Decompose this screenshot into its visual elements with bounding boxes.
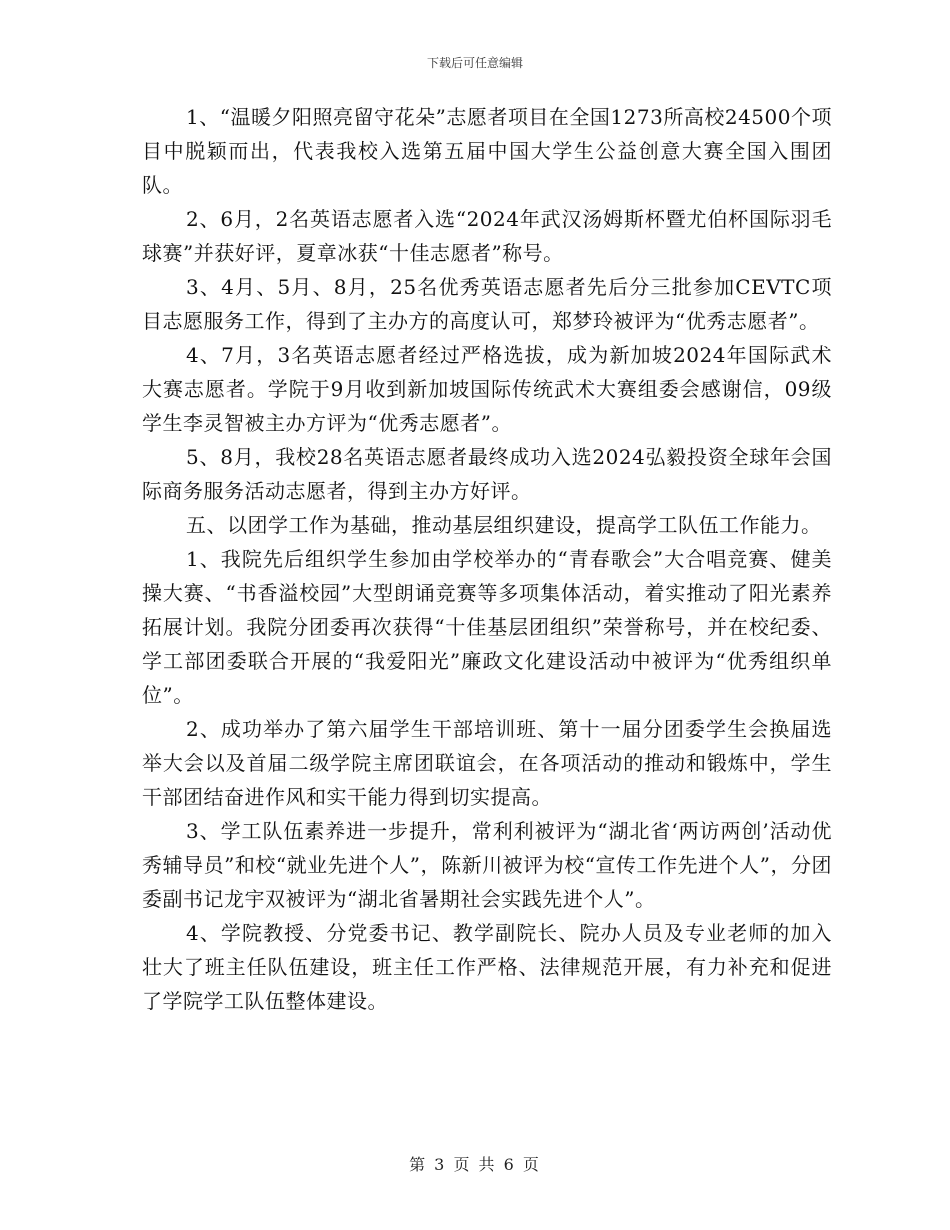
document-body: [142, 100, 832, 1018]
page-number: 第 3 页 共 6 页: [409, 1155, 541, 1174]
paragraph-collective-activities: 1、我院先后组织学生参加由学校举办的“青春歌会”大合唱竞赛、健美操大赛、“书香溢校园”大型朗诵竞赛等多项集体活动，着实推动了阳光素养拓展计划。我院分团委再次获得“十佳基层团组织”荣誉称号，并在校纪委、学工部团委联合开展的“我爱阳光”廉政文化建设活动中被评为“优秀组织单位”。: [142, 547, 832, 707]
paragraph-singapore-wushu: 4、7月，3名英语志愿者经过严格选拔，成为新加坡2024年国际武术大赛志愿者。学院于9月收到新加坡国际传统武术大赛组委会感谢信，09级学生李灵智被主办方评为“优秀志愿者”。: [142, 343, 832, 435]
paragraph-staff-awards: 3、学工队伍素养进一步提升，常利利被评为“湖北省‘两访两创’活动优秀辅导员”和校“就业先进个人”，陈新川被评为校“宣传工作先进个人”，分团委副书记龙宇双被评为“湖北省暑期社会实践先进个人”。: [142, 819, 832, 911]
section-heading-five: 五、以团学工作为基础，推动基层组织建设，提高学工队伍工作能力。: [186, 513, 822, 537]
paragraph-badminton-volunteers: 2、6月，2名英语志愿者入选“2024年武汉汤姆斯杯暨尤伯杯国际羽毛球赛”并获好评，夏章冰获“十佳志愿者”称号。: [142, 207, 832, 265]
page-header: 下载后可任意编辑: [426, 56, 523, 70]
paragraph-volunteer-project: 1、“温暖夕阳照亮留守花朵”志愿者项目在全国1273所高校24500个项目中脱颖而出，代表我校入选第五届中国大学生公益创意大赛全国入围团队。: [142, 105, 832, 197]
paragraph-cadre-training: 2、成功举办了第六届学生干部培训班、第十一届分团委学生会换届选举大会以及首届二级学院主席团联谊会，在各项活动的推动和锻炼中，学生干部团结奋进作风和实干能力得到切实提高。: [142, 717, 832, 809]
paragraph-cevtc-volunteers: 3、4月、5月、8月，25名优秀英语志愿者先后分三批参加CEVTC项目志愿服务工作，得到了主办方的高度认可，郑梦玲被评为“优秀志愿者”。: [142, 275, 832, 333]
paragraph-class-teachers: 4、学院教授、分党委书记、教学副院长、院办人员及专业老师的加入壮大了班主任队伍建设，班主任工作严格、法律规范开展，有力补充和促进了学院学工队伍整体建设。: [142, 921, 832, 1013]
paragraph-hony-capital: 5、8月，我校28名英语志愿者最终成功入选2024弘毅投资全球年会国际商务服务活动志愿者，得到主办方好评。: [142, 445, 832, 503]
